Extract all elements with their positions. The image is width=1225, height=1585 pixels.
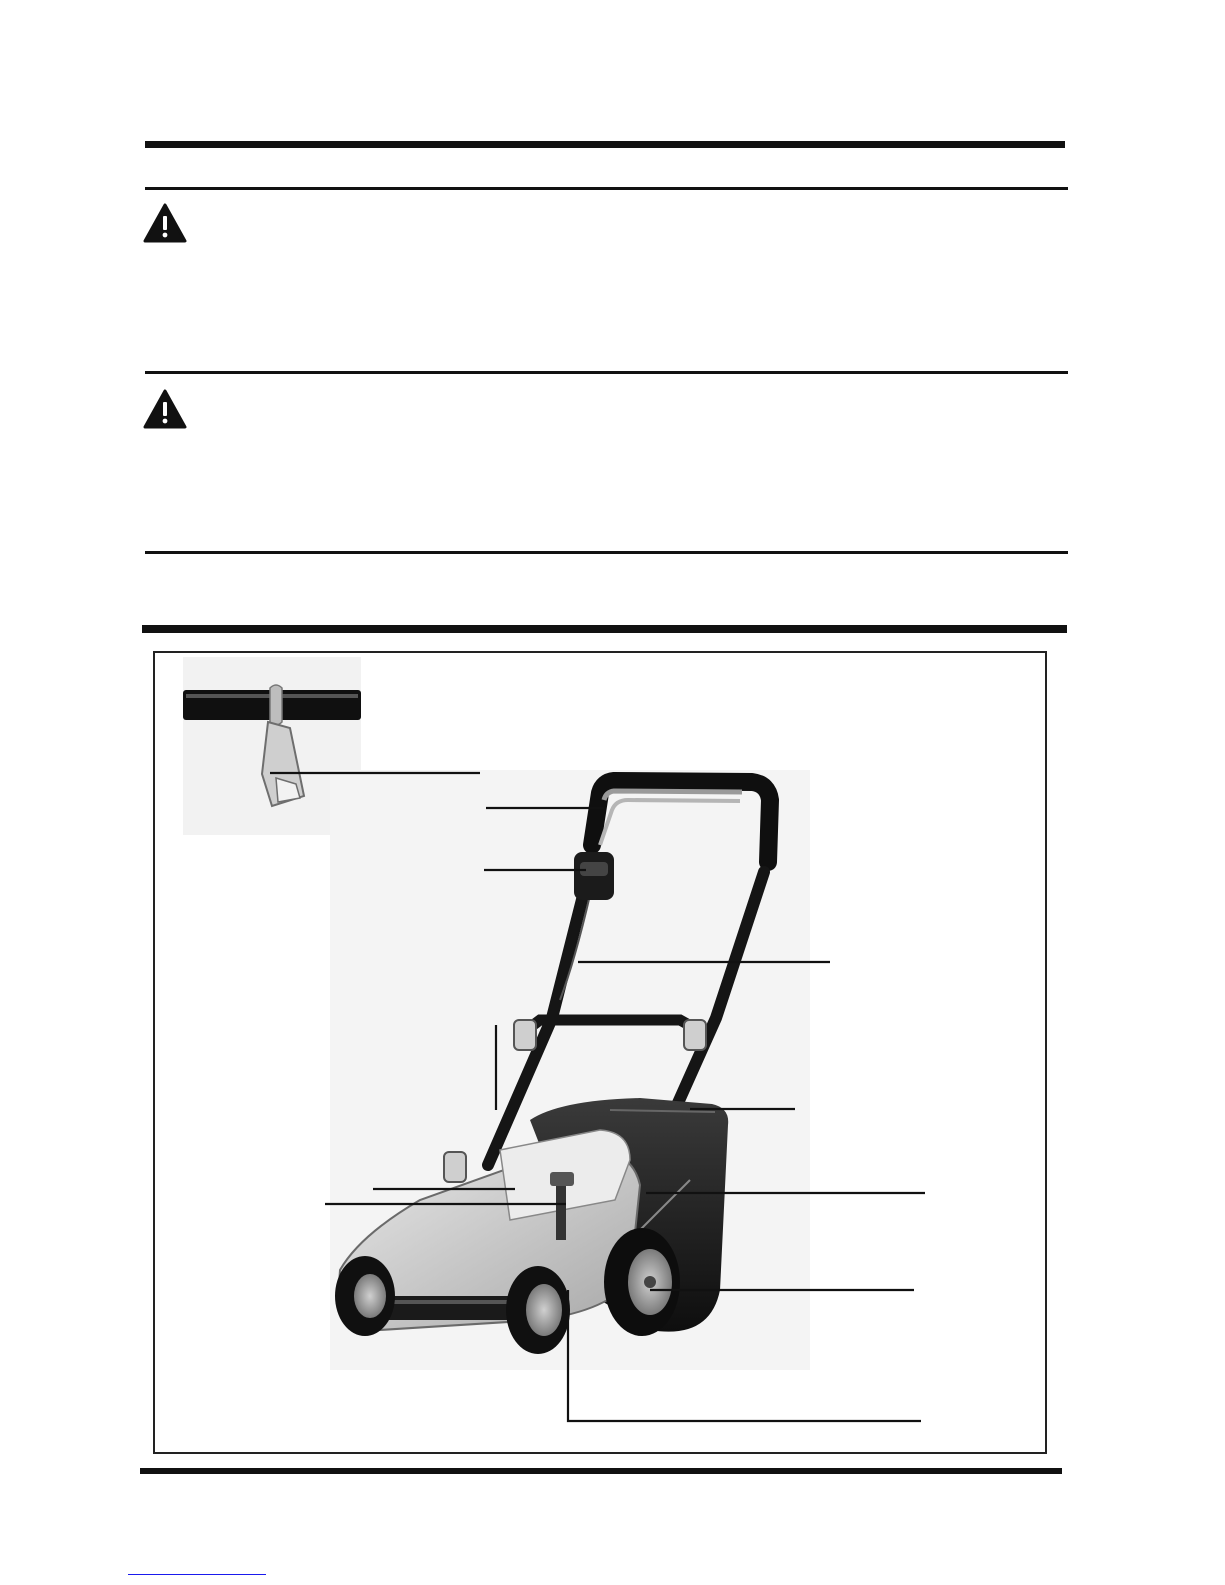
warning-block-rule-3 [145, 551, 1068, 554]
parts-figure-frame [153, 651, 1047, 1454]
warning-block-rule-1 [145, 187, 1068, 190]
warning-block-rule-2 [145, 371, 1068, 374]
section-header-rule-top [145, 141, 1065, 148]
footer-link-underline[interactable] [128, 1574, 266, 1575]
warning-triangle-icon [143, 203, 187, 243]
warning-triangle-icon [143, 389, 187, 429]
page-bottom-rule [140, 1468, 1062, 1474]
section-header-rule-bottom [142, 625, 1067, 633]
